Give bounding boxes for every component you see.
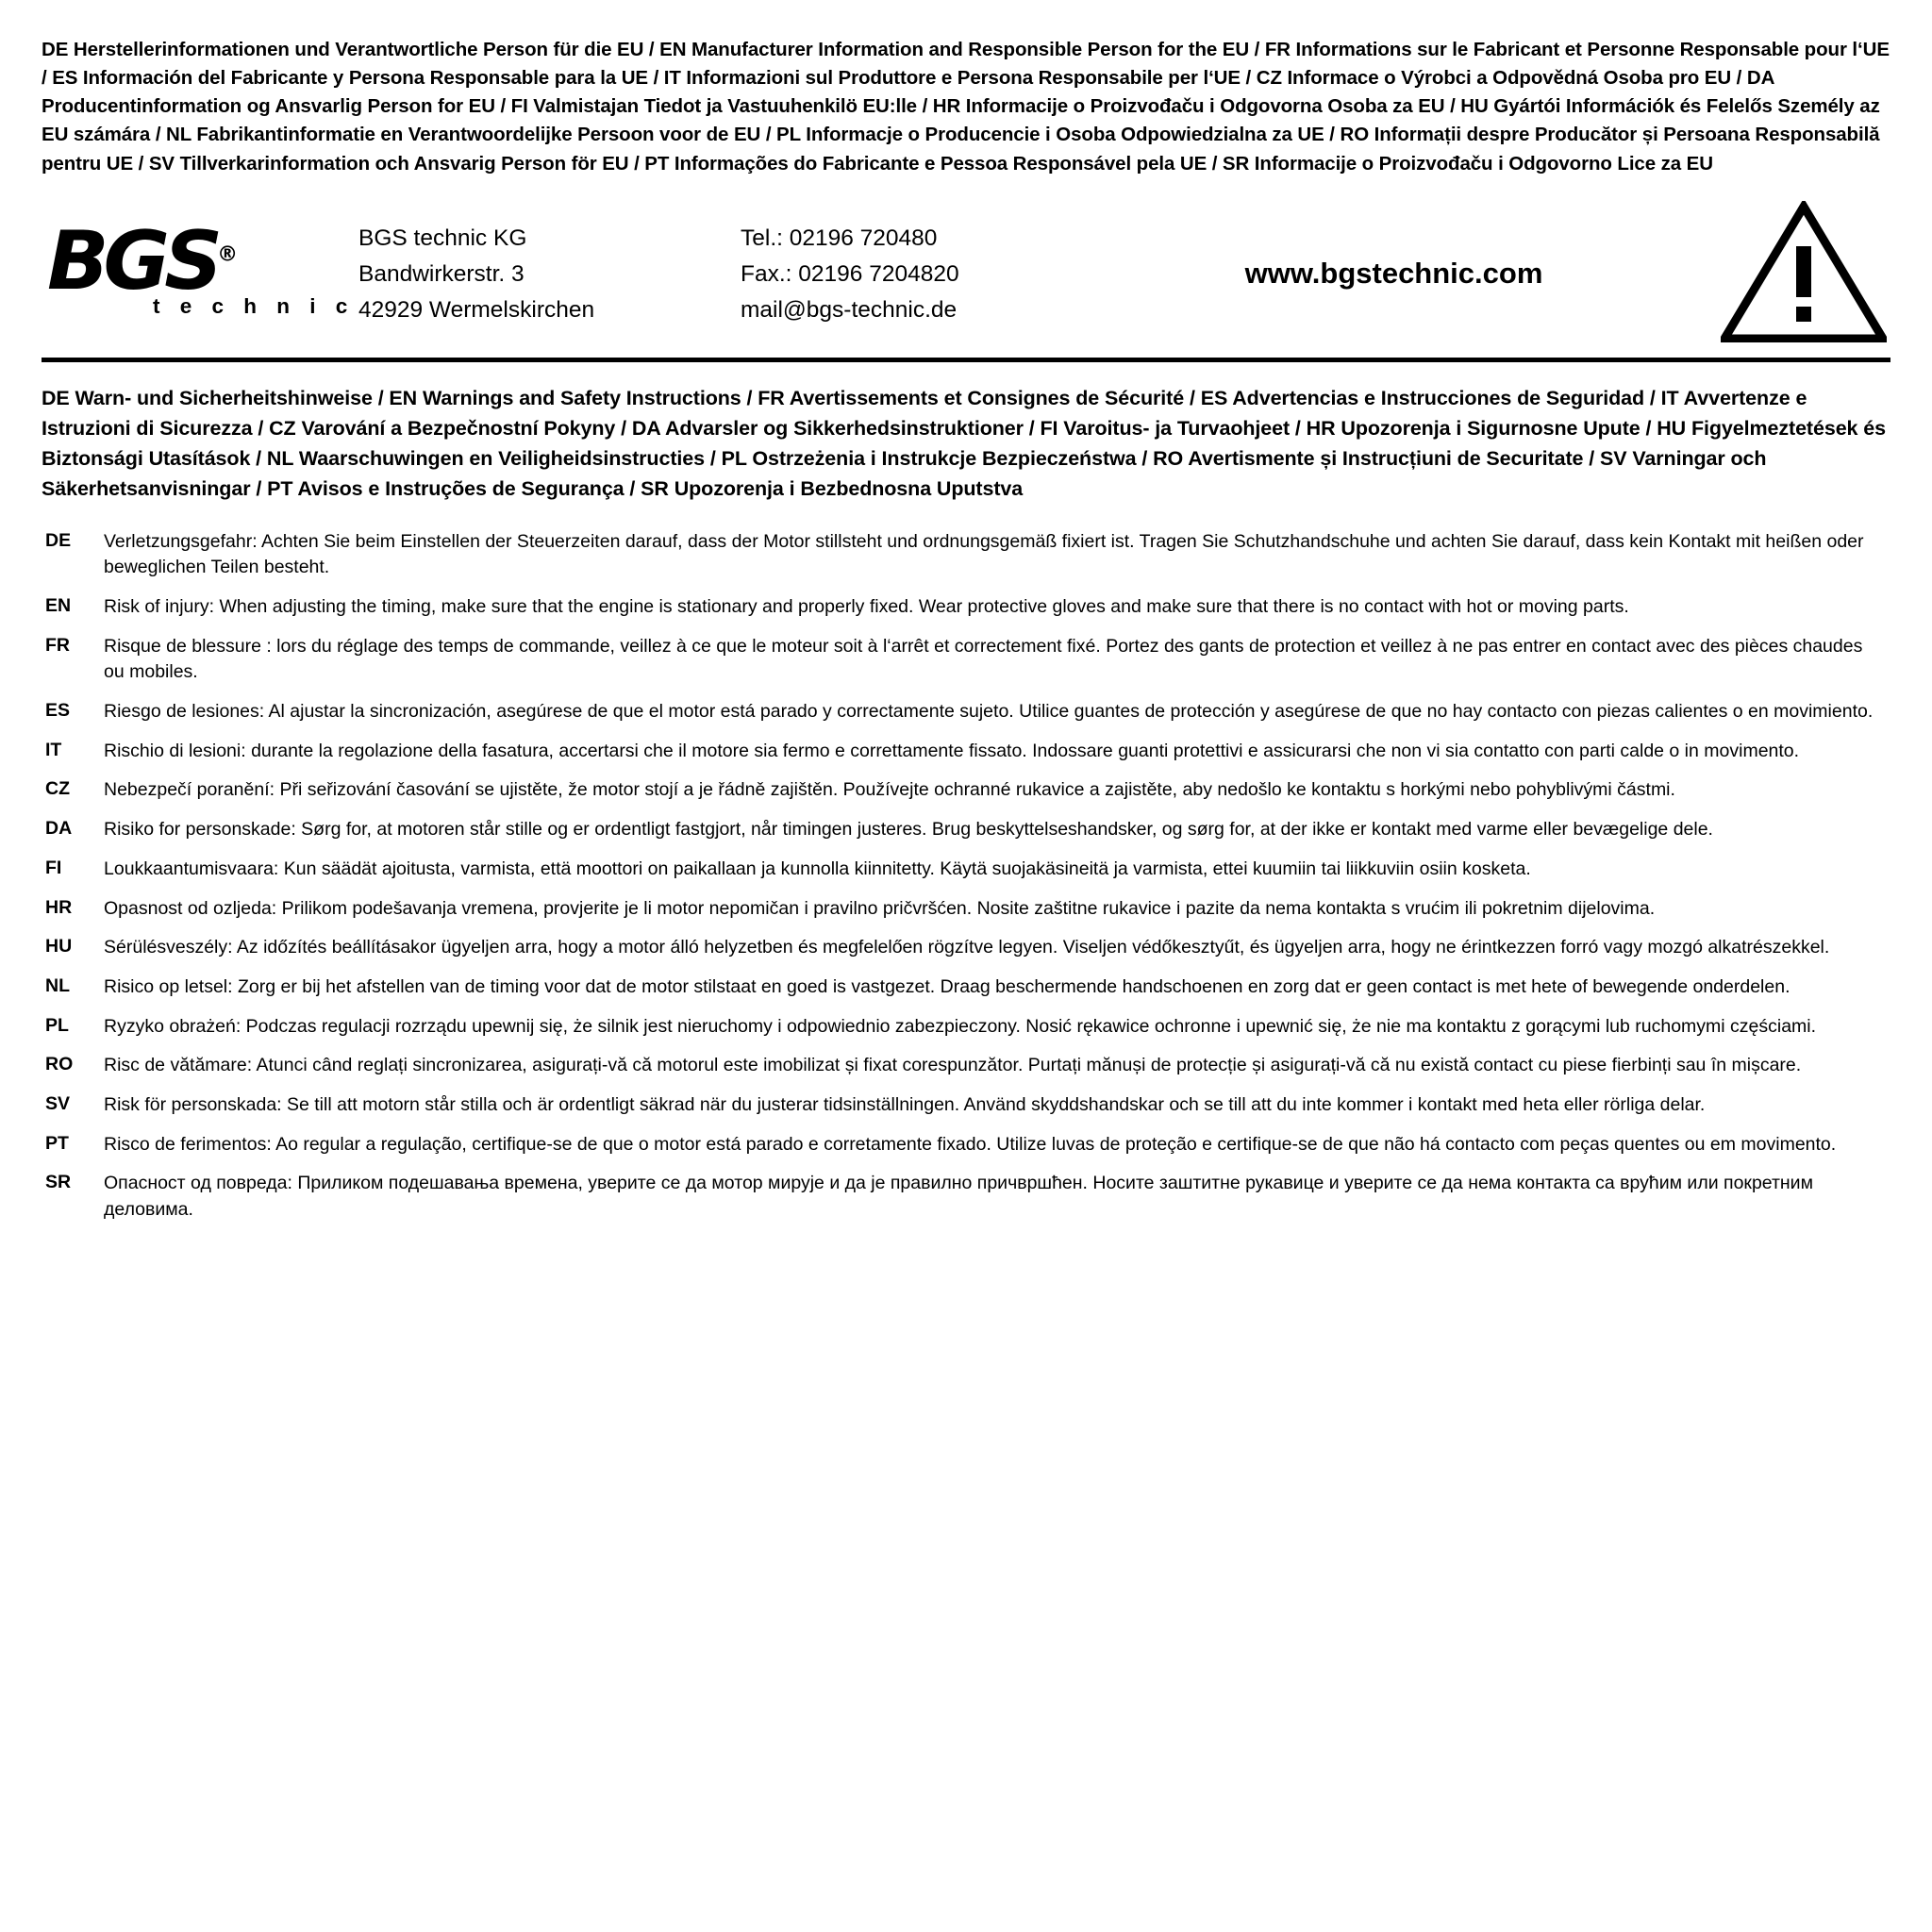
warning-triangle-icon	[1717, 201, 1890, 342]
logo-subtitle: t e c h n i c	[153, 294, 355, 319]
language-code: HU	[45, 936, 73, 958]
company-name: BGS technic KG	[358, 225, 527, 251]
language-code: CZ	[45, 778, 70, 800]
warning-text: Riesgo de lesiones: Al ajustar la sincronización, asegúrese de que el motor está parado y correctamente sujeto. Utilice guantes de protección y asegúrese de que no hay contacto con piezas calientes o en movimiento.	[104, 701, 1874, 723]
list-item	[42, 1014, 1890, 1041]
warning-text: Risico op letsel: Zorg er bij het afstellen van de timing voor dat de motor stilstaat en goed is vastgezet. Draag beschermende handschoenen en zorg dat er geen contact is met hete of bewegende onderdelen.	[104, 975, 1790, 997]
list-item	[42, 594, 1890, 621]
company-telephone: Tel.: 02196 720480	[741, 225, 938, 251]
warning-text: Loukkaantumisvaara: Kun säädät ajoitusta, varmista, että moottori on paikallaan ja kunnolla kiinnitetty. Käytä suojakäsineitä ja varmista, ettei kuumiin tai liikkuviin osiin kosketa.	[104, 858, 1531, 879]
list-item	[42, 935, 1890, 961]
company-email[interactable]: mail@bgs-technic.de	[741, 296, 958, 323]
safety-instructions-heading: DE Warn- und Sicherheitshinweise / EN Warnings and Safety Instructions / FR Avertissements et Consignes de Sécurité / ES Advertencias e Instrucciones de Seguridad / IT Avvertenze e Istruzioni di Sicurezza / CZ Varování a Bezpečnostní Pokyny / DA Advarsler og Sikkerhedsinstruktioner / FI Varoitus- ja Turvaohjeet / HR Upozorenja i Sigurnosne Upute / HU Figyelmeztetések és Biztonsági Utasítások / NL Waarschuwingen en Veiligheidsinstructies / PL Ostrzeżenia i Instrukcje Bezpieczeństwa / RO Avertismente și Instrucțiuni de Securitate / SV Varningar och Säkerhetsanvisningar / PT Avisos e Instruções de Segurança / SR Upozorenja i Bezbednosna Uputstva	[42, 386, 1887, 501]
company-fax: Fax.: 02196 7204820	[741, 260, 959, 287]
list-item	[42, 1053, 1890, 1079]
language-code: ES	[45, 700, 71, 722]
manufacturer-info-heading: DE Herstellerinformationen und Verantwortliche Person für die EU / EN Manufacturer Information and Responsible Person for the EU / FR Informations sur le Fabricant et Personne Responsable pour l‘UE / ES Información del Fabricante y Persona Responsable para la UE / IT Informazioni sul Produttore e Persona Responsabile per l‘UE / CZ Informace o Výrobci a Odpovědná Osoba pro EU / DA Producentinformation og Ansvarlig Person for EU / FI Valmistajan Tiedot ja Vastuuhenkilö EU:lle / HR Informacije o Proizvođaču i Odgovorna Osoba za EU / HU Gyártói Információk és Felelős Személy az EU számára / NL Fabrikantinformatie en Verantwoordelijke Persoon voor de EU / PL Informacje o Producencie i Osoba Odpowiedzialna za UE / RO Informații despre Producător și Persoana Responsabilă pentru UE / SV Tillverkarinformation och Ansvarig Person för EU / PT Informações do Fabricante e Pessoa Responsável pela UE / SR Informacije o Proizvođaču i Odgovorno Lice za EU	[42, 39, 1890, 175]
list-item	[42, 1132, 1890, 1158]
warning-text: Nebezpečí poranění: Při seřizování časování se ujistěte, že motor stojí a je řádně zajištěn. Používejte ochranné rukavice a zajistěte, aby nedošlo ke kontaktu s horkými nebo pohyblivými částmi.	[104, 779, 1675, 801]
language-code: PL	[45, 1014, 69, 1036]
warning-text: Risk of injury: When adjusting the timing, make sure that the engine is stationary and properly fixed. Wear protective gloves and make sure that there is no contact with hot or moving parts.	[104, 596, 1629, 617]
language-code: FR	[45, 634, 70, 656]
language-code: EN	[45, 595, 72, 616]
warning-text: Risiko for personskade: Sørg for, at motoren står stille og er ordentligt fastgjort, når timingen justeres. Brug beskyttelseshandsker, og sørg for, at der ikke er kontakt med varme eller bevægelige dele.	[104, 819, 1713, 841]
warning-text: Verletzungsgefahr: Achten Sie beim Einstellen der Steuerzeiten darauf, dass der Motor stillsteht und ordnungsgemäß fixiert ist. Tragen Sie Schutzhandschuhe und achten Sie darauf, dass kein Kontakt mit heißen oder beweglichen Teilen besteht.	[104, 530, 1864, 578]
language-code: DA	[45, 818, 73, 840]
language-code: NL	[45, 974, 70, 996]
list-item	[42, 777, 1890, 804]
language-code: SR	[45, 1172, 72, 1193]
list-item	[42, 739, 1890, 765]
warning-text: Risc de vătămare: Atunci când reglați sincronizarea, asigurați-vă că motorul este imobilizat și fixat corespunzător. Purtați mănuși de protecție și asigurați-vă că nu există contact cu piese fierbinți sau în mișcare.	[104, 1055, 1802, 1076]
list-item	[42, 1092, 1890, 1119]
warning-text: Rischio di lesioni: durante la regolazione della fasatura, accertarsi che il motore sia fermo e correttamente fissato. Indossare guanti protettivi e assicurarsi che non vi sia contatto con parti calde o in movimento.	[104, 740, 1800, 761]
company-street: Bandwirkerstr. 3	[358, 260, 525, 287]
company-website[interactable]: www.bgstechnic.com	[1244, 256, 1543, 290]
company-address	[358, 215, 741, 328]
company-city: 42929 Wermelskirchen	[358, 296, 595, 323]
company-contact	[741, 215, 1099, 328]
language-code: FI	[45, 857, 62, 878]
bgs-logo	[42, 213, 358, 320]
warning-text: Ryzyko obrażeń: Podczas regulacji rozrządu upewnij się, że silnik jest nieruchomy i odpowiednio zabezpieczony. Nosić rękawice ochronne i upewnić się, że nie ma kontaktu z gorącymi lub ruchomymi częściami.	[104, 1015, 1817, 1037]
warning-text: Опасност од повреда: Приликом подешавања времена, уверите се да мотор мирује и да је правилно причвршћен. Носите заштитне рукавице и уверите се да нема контакта са врућим или покретним деловима.	[104, 1173, 1813, 1220]
warning-text: Risco de ferimentos: Ao regular a regulação, certifique-se de que o motor está parado e corretamente fixado. Utilize luvas de proteção e certifique-se de que não há contacto com peças quentes ou em movimento.	[104, 1133, 1837, 1155]
list-item	[42, 699, 1890, 725]
company-header-bar	[42, 192, 1890, 362]
language-code: SV	[45, 1092, 71, 1114]
list-item	[42, 634, 1890, 686]
language-code: RO	[45, 1054, 74, 1075]
language-code: IT	[45, 739, 62, 760]
list-item	[42, 817, 1890, 843]
warning-text: Risque de blessure : lors du réglage des temps de commande, veillez à ce que le moteur soit à l‘arrêt et correctement fixé. Portez des gants de protection et veillez à ne pas entrer en contact avec des pièces chaudes ou mobiles.	[104, 635, 1863, 683]
list-item	[42, 896, 1890, 923]
warning-text: Sérülésveszély: Az időzítés beállításakor ügyeljen arra, hogy a motor álló helyzetben és megfelelően rögzítve legyen. Viseljen védőkesztyűt, és ügyeljen arra, hogy ne érintkezzen forró vagy mozgó alkatrészekkel.	[104, 937, 1830, 958]
registered-trademark-icon: ®	[217, 242, 239, 267]
language-code: PT	[45, 1132, 69, 1154]
language-code: HR	[45, 896, 73, 918]
list-item	[42, 529, 1890, 581]
list-item	[42, 974, 1890, 1001]
warning-text: Risk för personskada: Se till att motorn står stilla och är ordentligt säkrad när du justerar tidsinställningen. Använd skyddshandskar och se till att du inte kommer i kontakt med heta eller rörliga delar.	[104, 1093, 1706, 1115]
warning-text: Opasnost od ozljeda: Prilikom podešavanja vremena, provjerite je li motor nepomičan i pravilno pričvršćen. Nosite zaštitne rukavice i pazite da nema kontakta s vrućim ili pokretnim dijelovima.	[104, 897, 1656, 919]
list-item	[42, 1171, 1890, 1223]
logo-text: BGS	[47, 213, 218, 308]
list-item	[42, 857, 1890, 883]
warnings-list	[42, 529, 1890, 1224]
language-code: DE	[45, 529, 72, 551]
